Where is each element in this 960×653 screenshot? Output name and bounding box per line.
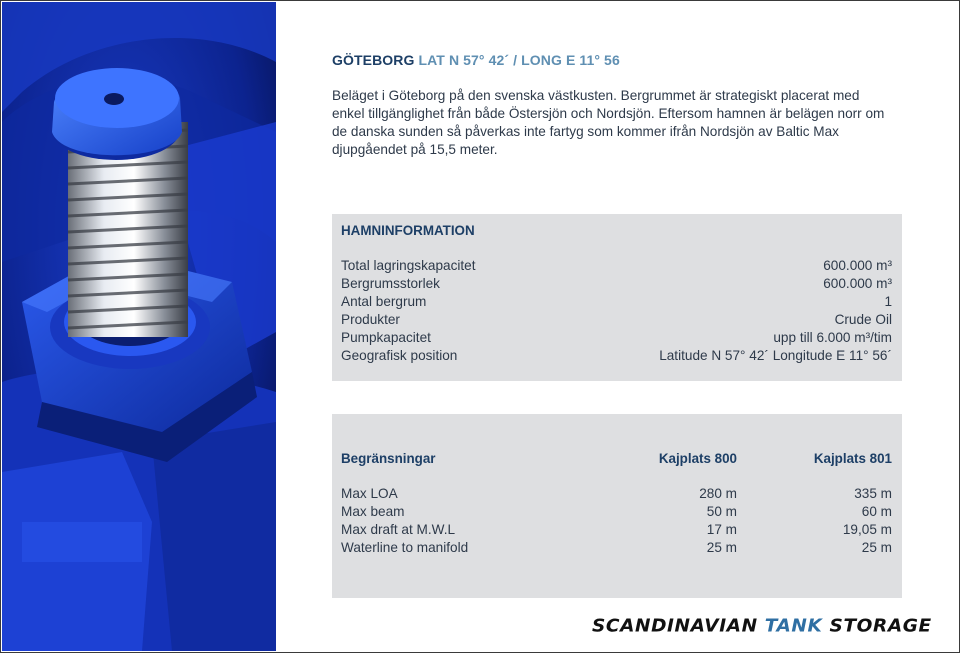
harbor-row-label: Geografisk position [341, 348, 458, 363]
limits-row-label: Max beam [341, 504, 405, 519]
berth-801-header: Kajplats 801 [813, 451, 892, 466]
harbor-row-label: Produkter [341, 312, 400, 327]
harbor-row-value: 1 [884, 294, 892, 309]
location-coordinates: LAT N 57° 42´ / LONG E 11° 56 [418, 52, 620, 68]
harbor-row [341, 329, 892, 347]
harbor-row-value: 600.000 m³ [823, 258, 892, 273]
berth-801-value: 25 m [861, 540, 892, 555]
harbor-row-label: Pumpkapacitet [341, 330, 431, 345]
harbor-row-value: Crude Oil [834, 312, 892, 327]
berth-800-value: 50 m [706, 504, 737, 519]
limits-row [341, 485, 892, 503]
harbor-row [341, 275, 892, 293]
harbor-row [341, 293, 892, 311]
harbor-row-label: Bergrumsstorlek [341, 276, 440, 291]
valve-photo [2, 2, 276, 651]
harbor-row-value: Latitude N 57° 42´ Longitude E 11° 56´ [659, 348, 892, 363]
limits-row [341, 539, 892, 557]
limits-title: Begränsningar [341, 451, 436, 466]
limits-row [341, 503, 892, 521]
berth-801-value: 335 m [854, 486, 892, 501]
limits-row-label: Max draft at M.W.L [341, 522, 456, 537]
harbor-row-label: Antal bergrum [341, 294, 427, 309]
logo-word-scandinavian: SCANDINAVIAN [592, 616, 758, 637]
berth-800-value: 280 m [699, 486, 737, 501]
harbor-row [341, 311, 892, 329]
harbor-row-label: Total lagringskapacitet [341, 258, 476, 273]
limits-header-row [341, 450, 892, 468]
company-logo [592, 617, 932, 637]
berth-801-value: 60 m [861, 504, 892, 519]
harbor-info-box [332, 214, 902, 381]
location-heading [332, 52, 620, 68]
logo-word-storage: STORAGE [829, 616, 932, 637]
intro-text: Beläget i Göteborg på den svenska västkusten. Bergrummet är strategiskt placerat med enkel tillgänglighet från både Östersjön och Nordsjön. Eftersom hamnen är belägen norr om de danska sunden så påverkas inte fartyg som kommer ifrån Nordsjön av Baltic Max djupgåendet på 15,5 meter. [332, 88, 885, 157]
berth-800-value: 25 m [706, 540, 737, 555]
limits-box [332, 414, 902, 598]
harbor-row [341, 347, 892, 365]
berth-800-value: 17 m [706, 522, 737, 537]
logo-word-tank: TANK [764, 616, 823, 637]
limits-row-label: Max LOA [341, 486, 398, 501]
limits-row-label: Waterline to manifold [341, 540, 469, 555]
city-name: GÖTEBORG [332, 52, 415, 68]
limits-row [341, 521, 892, 539]
harbor-info-title: HAMNINFORMATION [341, 223, 475, 238]
berth-800-header: Kajplats 800 [658, 451, 737, 466]
berth-801-value: 19,05 m [842, 522, 892, 537]
harbor-row-value: upp till 6.000 m³/tim [773, 330, 892, 345]
harbor-row-value: 600.000 m³ [823, 276, 892, 291]
harbor-row [341, 257, 892, 275]
